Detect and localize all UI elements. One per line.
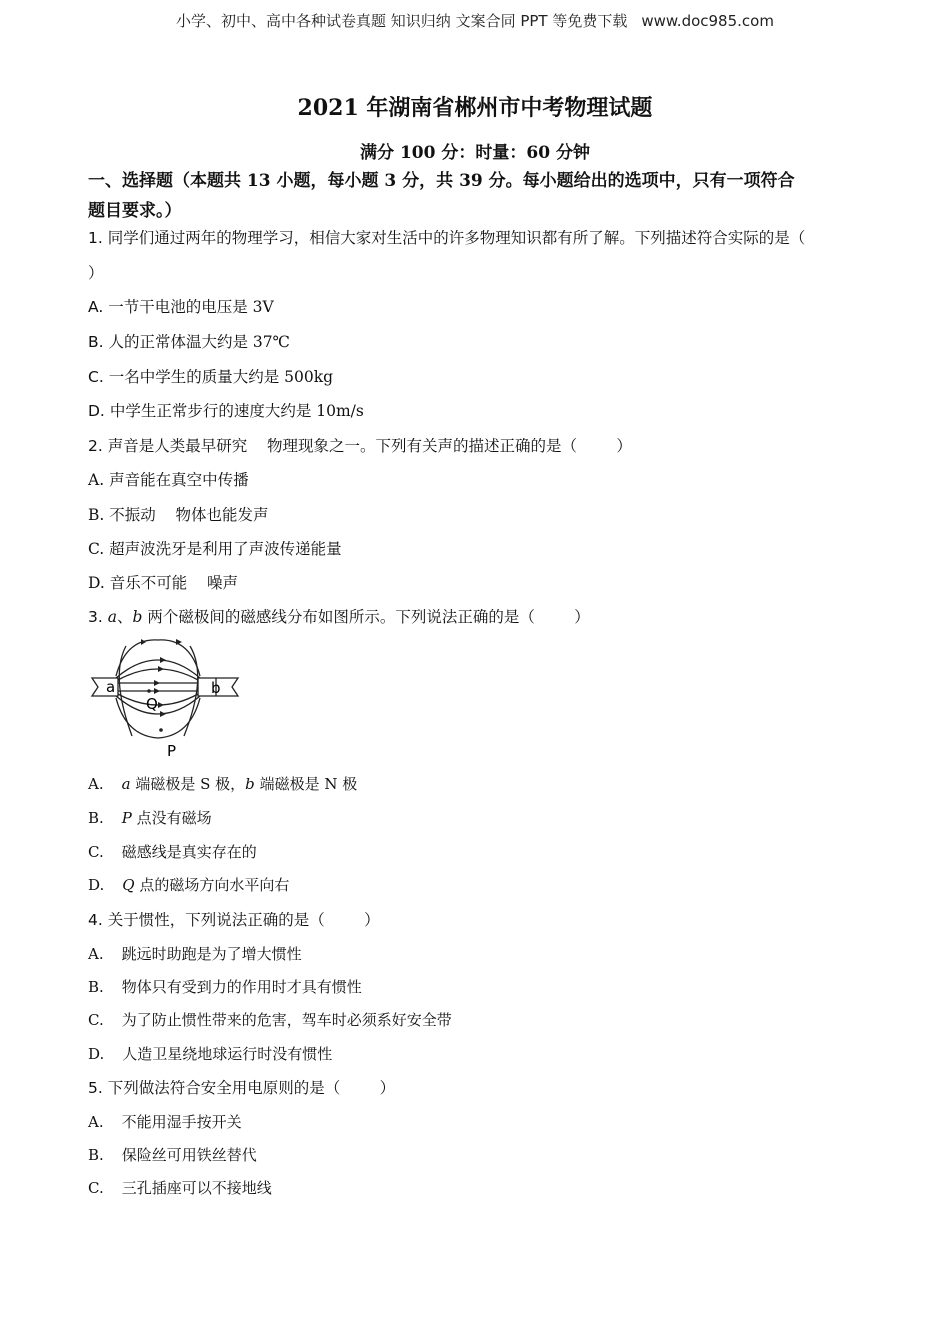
question-text: 声音是人类最早研究 物理现象之一。下列有关声的描述正确的是（ ） [107,437,632,455]
var-a: a [107,608,117,626]
header-url[interactable]: www.doc985.com [641,12,774,30]
q4-option-b: B. 物体只有受到力的作用时才具有惯性 [88,978,362,996]
question-number: 5. [88,1079,103,1097]
q1-option-a: A. 一节干电池的电压是 3V [88,298,274,316]
magnetic-field-figure [86,636,246,762]
label-b: b [211,679,221,697]
q4-option-d: D. 人造卫星绕地球运行时没有惯性 [88,1045,333,1063]
q2-option-a: A. 声音能在真空中传播 [88,471,249,489]
var-b: b [132,608,143,626]
q5-option-c: C. 三孔插座可以不接地线 [88,1179,272,1197]
q2-option-c: C. 超声波洗牙是利用了声波传递能量 [88,540,342,558]
question-text: 下列做法符合安全用电原则的是（ ） [107,1079,396,1097]
question-1-continued: ） [88,264,104,282]
question-4 [88,908,380,930]
question-text: 同学们通过两年的物理学习，相信大家对生活中的许多物理知识都有所了解。下列描述符合实际的是（ [107,229,806,247]
q2-option-b: B. 不振动 物体也能发声 [88,506,269,524]
label-a: a [106,678,116,696]
q4-option-a: A. 跳远时助跑是为了增大惯性 [88,945,302,963]
q1-option-d: D. 中学生正常步行的速度大约是 10m/s [88,402,364,420]
question-number: 4. [88,911,103,929]
question-text: 关于惯性，下列说法正确的是（ ） [107,911,380,929]
question-5 [88,1076,395,1098]
page-header [0,10,950,31]
q3-option-c: C. 磁感线是真实存在的 [88,843,257,861]
section-heading-line1: 一、选择题（本题共 13 小题，每小题 3 分，共 39 分。每小题给出的选项中，只有一项符合 [88,171,795,191]
section-heading-line2: 题目要求。） [88,201,182,221]
q3-option-b: B. P 点没有磁场 [88,809,212,827]
question-text: 两个磁极间的磁感线分布如图所示。下列说法正确的是（ ） [147,608,590,626]
question-2 [88,434,632,456]
q1-option-c: C. 一名中学生的质量大约是 500kg [88,368,334,386]
label-q: Q [146,695,158,713]
q1-option-b: B. 人的正常体温大约是 37℃ [88,333,290,351]
question-number: 3. [88,608,103,626]
exam-title: 2021 年湖南省郴州市中考物理试题 [297,95,653,121]
question-1 [88,226,805,248]
q2-option-d: D. 音乐不可能 噪声 [88,574,238,592]
q5-option-b: B. 保险丝可用铁丝替代 [88,1146,257,1164]
exam-subtitle: 满分 100 分：时量：60 分钟 [360,143,590,163]
question-number: 1. [88,229,103,247]
q3-option-a: A. a 端磁极是 S 极，b 端磁极是 N 极 [88,775,358,793]
label-p: P [167,742,177,760]
q4-option-c: C. 为了防止惯性带来的危害，驾车时必须系好安全带 [88,1011,452,1029]
question-number: 2. [88,437,103,455]
header-text: 小学、初中、高中各种试卷真题 知识归纳 文案合同 PPT 等免费下载 [176,12,628,30]
question-3: 3. a、b 两个磁极间的磁感线分布如图所示。下列说法正确的是（ ） [88,608,590,626]
q3-option-d: D. Q 点的磁场方向水平向右 [88,876,290,894]
q5-option-a: A. 不能用湿手按开关 [88,1113,242,1131]
